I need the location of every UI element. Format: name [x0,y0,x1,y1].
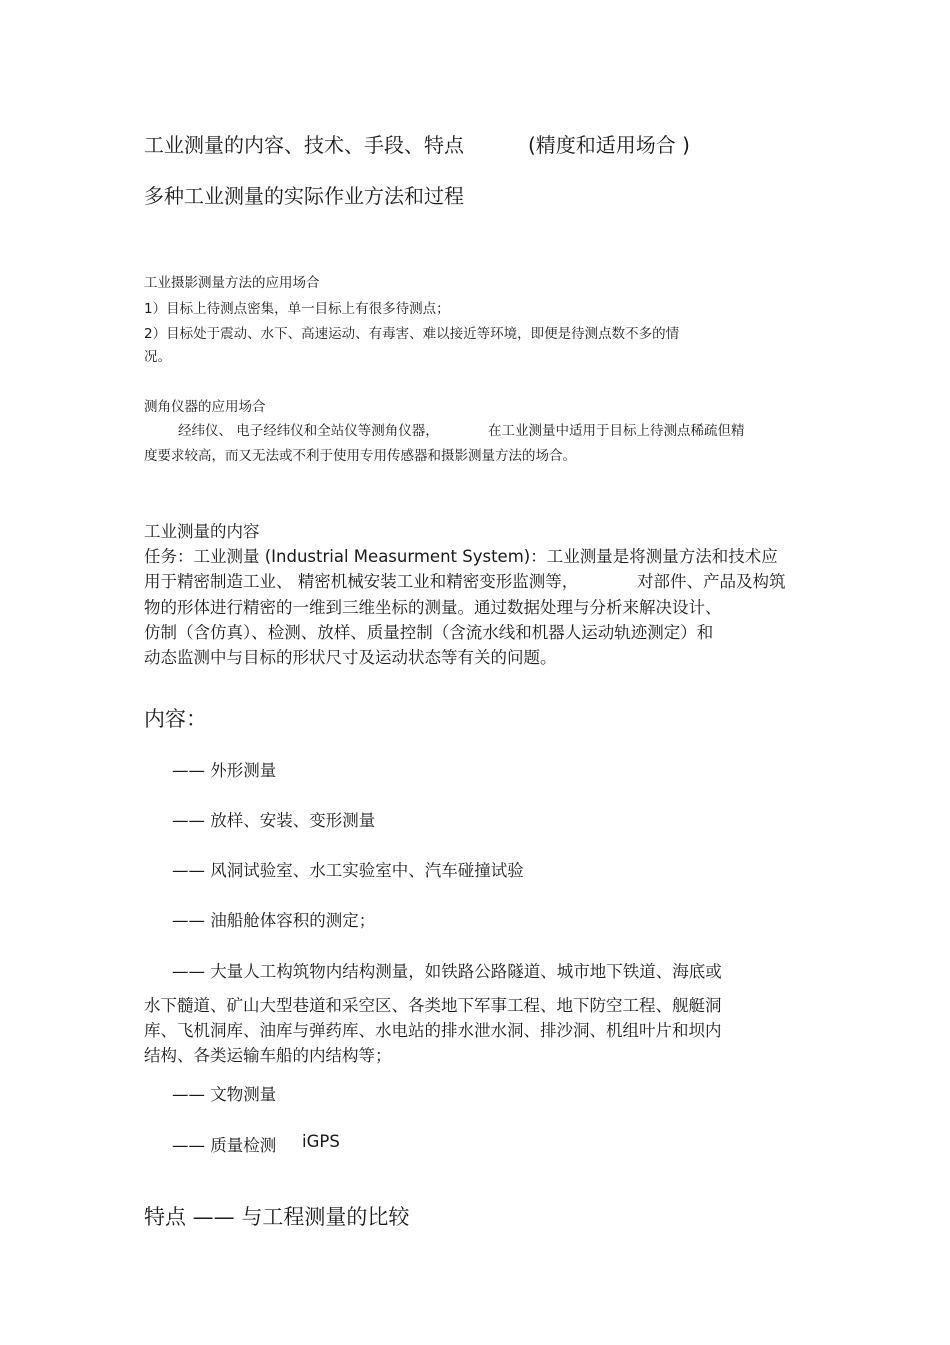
content-line2-a: 用于精密制造工业、 精密机械安装工业和精密变形监测等， [144,572,579,591]
photo-item-2-line1: 2）目标处于震动、水下、高速运动、有毒害、难以接近等环境，即便是待测点数不多的情 [144,326,680,342]
title-secondary: 多种工业测量的实际作业方法和过程 [144,184,464,208]
content-line4: 仿制（含仿真）、检测、放样、质量控制（含流水线和机器人运动轨迹测定）和 [144,623,714,642]
content-section-heading: 工业测量的内容 [144,522,260,541]
neirong-item-5: —— 大量人工构筑物内结构测量，如铁路公路隧道、城市地下铁道、海底或 [172,962,722,981]
content-line1: 任务：工业测量 (Industrial Measurment System)：工业测量是将测量方法和技术应 [144,547,778,566]
title-parenthetical: (精度和适用场合 ) [528,133,690,157]
angle-line2: 度要求较高，而又无法或不利于使用专用传感器和摄影测量方法的场合。 [144,448,576,464]
neirong-item-6: —— 文物测量 [172,1085,277,1104]
content-line5: 动态监测中与目标的形状尺寸及运动状态等有关的问题。 [144,648,557,667]
content-line3: 物的形体进行精密的一维到三维坐标的测量。通过数据处理与分析来解决设计、 [144,598,722,617]
angle-line1-a: 经纬仪、 电子经纬仪和全站仪等测角仪器， [178,423,439,439]
neirong-item-2: —— 放样、安装、变形测量 [172,811,376,830]
neirong-item-7-igps: iGPS [302,1132,340,1151]
tedian-heading: 特点 —— 与工程测量的比较 [144,1205,410,1229]
neirong-item-4: —— 油船舱体容积的测定； [172,911,376,930]
angle-section-heading: 测角仪器的应用场合 [144,399,266,415]
angle-line1-b: 在工业测量中适用于目标上待测点稀疏但精 [488,423,745,439]
title-main: 工业测量的内容、技术、手段、特点 [144,133,464,157]
neirong-item-1: —— 外形测量 [172,761,277,780]
content-line2-b: 对部件、产品及构筑 [637,572,786,591]
neirong-item-7: —— 质量检测 [172,1136,277,1155]
neirong-item-5-cont3: 结构、各类运输车船的内结构等； [144,1046,392,1065]
neirong-item-5-cont1: 水下髓道、矿山大型巷道和采空区、各类地下军事工程、地下防空工程、舰艇洞 [144,996,722,1015]
neirong-item-5-cont2: 库、飞机洞库、油库与弹药库、水电站的排水泄水洞、排沙洞、机组叶片和坝内 [144,1021,722,1040]
neirong-heading: 内容： [144,707,207,731]
photo-item-2-line2: 况。 [144,349,171,365]
photo-item-1: 1）目标上待测点密集，单一目标上有很多待测点； [144,301,450,317]
photo-section-heading: 工业摄影测量方法的应用场合 [144,275,320,291]
neirong-item-3: —— 风洞试验室、水工实验室中、汽车碰撞试验 [172,861,524,880]
